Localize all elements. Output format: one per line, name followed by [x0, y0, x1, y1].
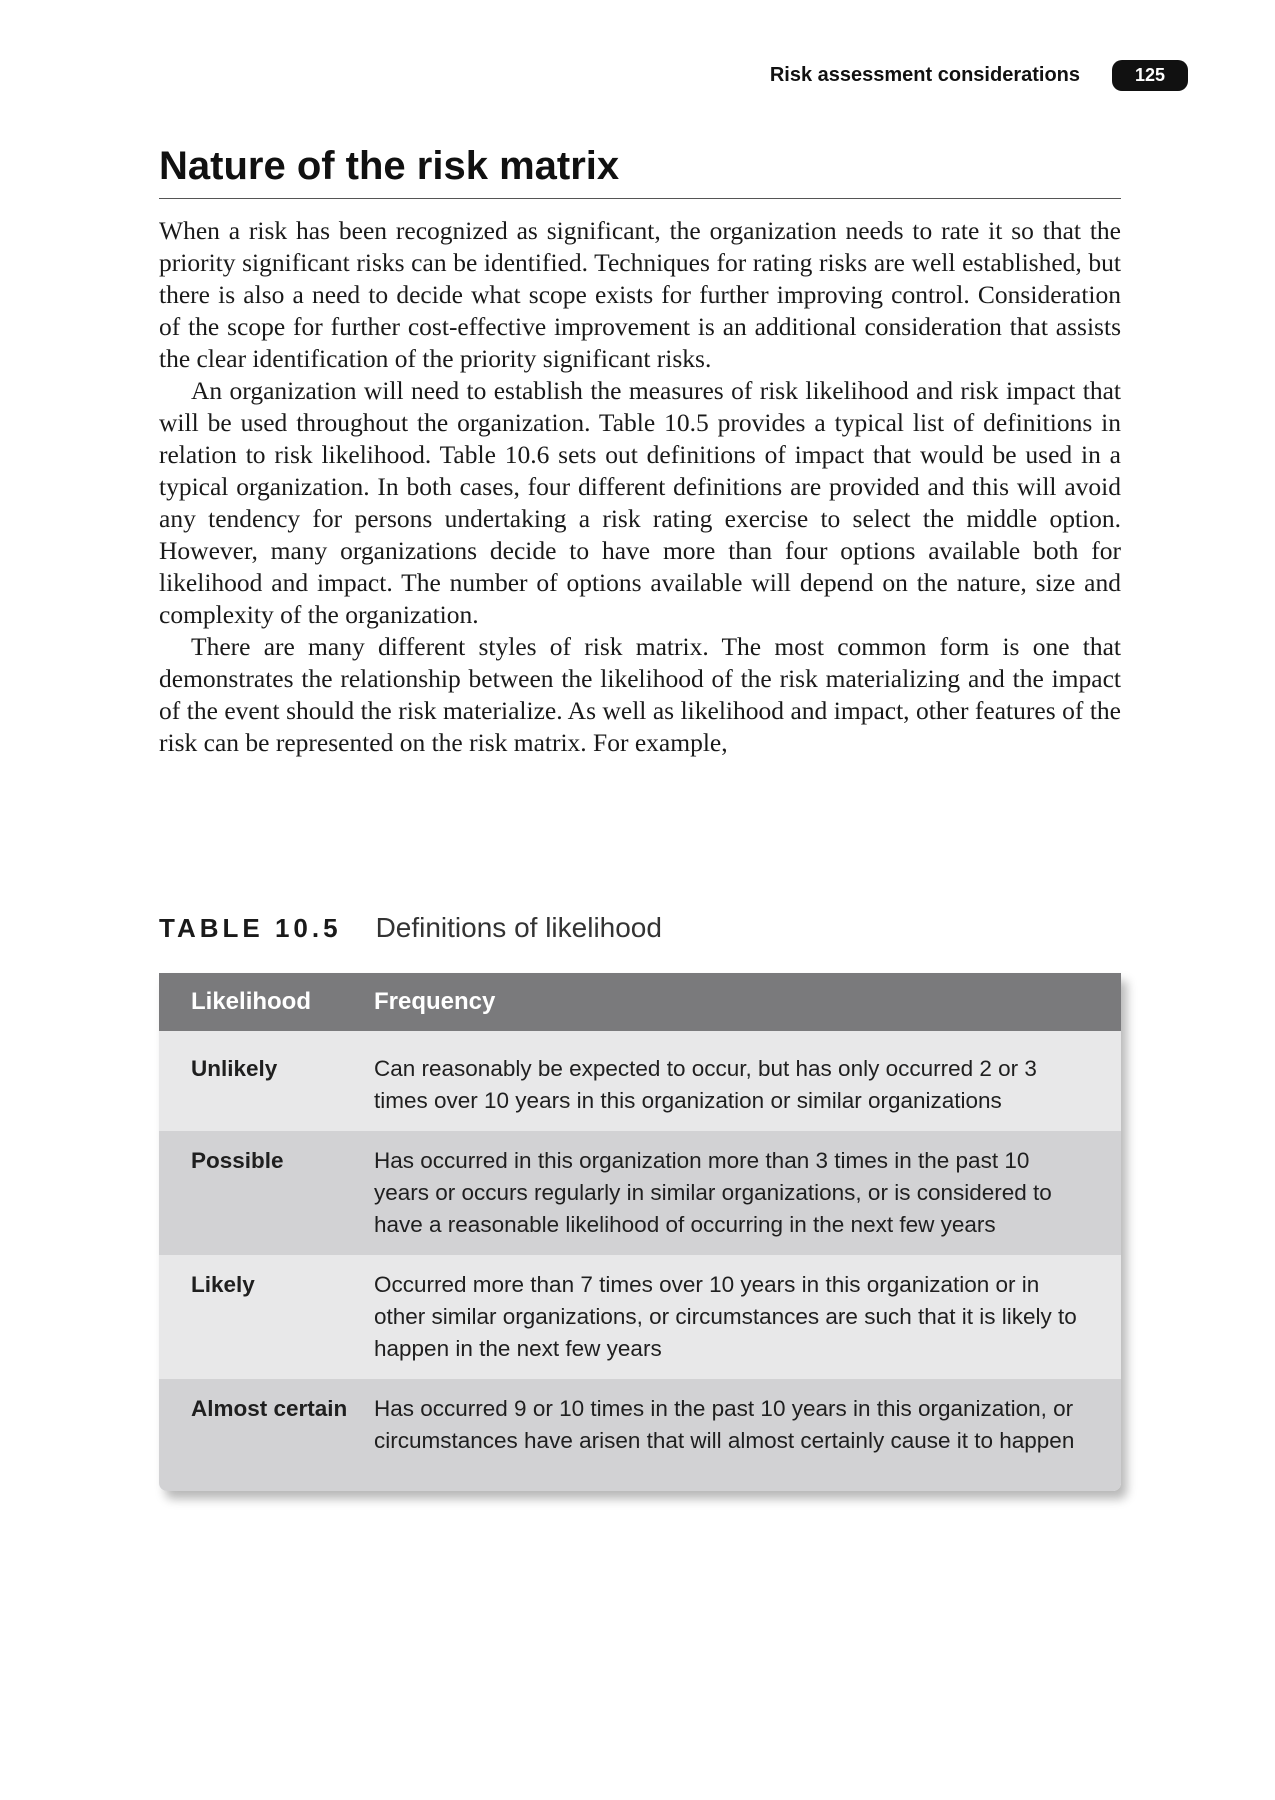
- table-row: [159, 1255, 1121, 1379]
- header-likelihood: Likelihood: [191, 988, 311, 1015]
- paragraph-1: When a risk has been recognized as significant, the organization needs to rate it so that the priority significant risks can be identified. Techniques for rating risks are well established, but there is also a need to decide what scope exists for further improving control. Consideration of the scope for further cost-effective improvement is an additional consideration that assists the clear identification of the priority significant risks.: [159, 216, 1121, 373]
- paragraph-3: There are many different styles of risk matrix. The most common form is one that demonstrates the relationship between the likelihood of the risk materializing and the impact of the event should the risk materialize. As well as likelihood and impact, other features of the risk can be represented on the risk matrix. For example,: [159, 632, 1121, 757]
- table-caption: [159, 912, 662, 944]
- main-content: [159, 140, 1121, 759]
- page-number: 125: [1112, 60, 1188, 91]
- likelihood-table: [159, 973, 1121, 1491]
- running-title: Risk assessment considerations: [769, 64, 1080, 86]
- table-row: [159, 1379, 1121, 1491]
- frequency-cell: Occurred more than 7 times over 10 years in this organization or in other similar organizations, or circumstances are such that it is likely to happen in the next few years: [374, 1272, 1077, 1361]
- likelihood-cell: Unlikely: [191, 1056, 278, 1081]
- table-row: [159, 1031, 1121, 1131]
- frequency-cell: Has occurred in this organization more than 3 times in the past 10 years or occurs regularly in similar organizations, or is considered to have a reasonable likelihood of occurring in the next few years: [374, 1148, 1052, 1237]
- likelihood-cell: Almost certain: [191, 1396, 348, 1421]
- likelihood-cell: Possible: [191, 1148, 284, 1173]
- paragraph-2: An organization will need to establish the measures of risk likelihood and risk impact that will be used throughout the organization. Table 10.5 provides a typical list of definitions in relation to risk likelihood. Table 10.6 sets out definitions of impact that would be used in a typical organization. In both cases, four different definitions are provided and this will avoid any tendency for persons undertaking a risk rating exercise to select the middle option. However, many organizations decide to have more than four options available both for likelihood and impact. The number of options available will depend on the nature, size and complexity of the organization.: [159, 376, 1121, 629]
- table-label: TABLE 10.5: [159, 913, 342, 943]
- frequency-cell: Can reasonably be expected to occur, but has only occurred 2 or 3 times over 10 years in this organization or similar organizations: [374, 1056, 1037, 1113]
- body-text: [159, 215, 1121, 759]
- running-head: [770, 60, 1188, 91]
- table-row: [159, 1131, 1121, 1255]
- table-header-row: [159, 973, 1121, 1031]
- likelihood-cell: Likely: [191, 1272, 255, 1297]
- frequency-cell: Has occurred 9 or 10 times in the past 10 years in this organization, or circumstances have arisen that will almost certainly cause it to happen: [374, 1396, 1075, 1453]
- header-frequency: Frequency: [374, 988, 496, 1015]
- section-heading: Nature of the risk matrix: [159, 140, 1121, 199]
- table-title: Definitions of likelihood: [375, 912, 662, 943]
